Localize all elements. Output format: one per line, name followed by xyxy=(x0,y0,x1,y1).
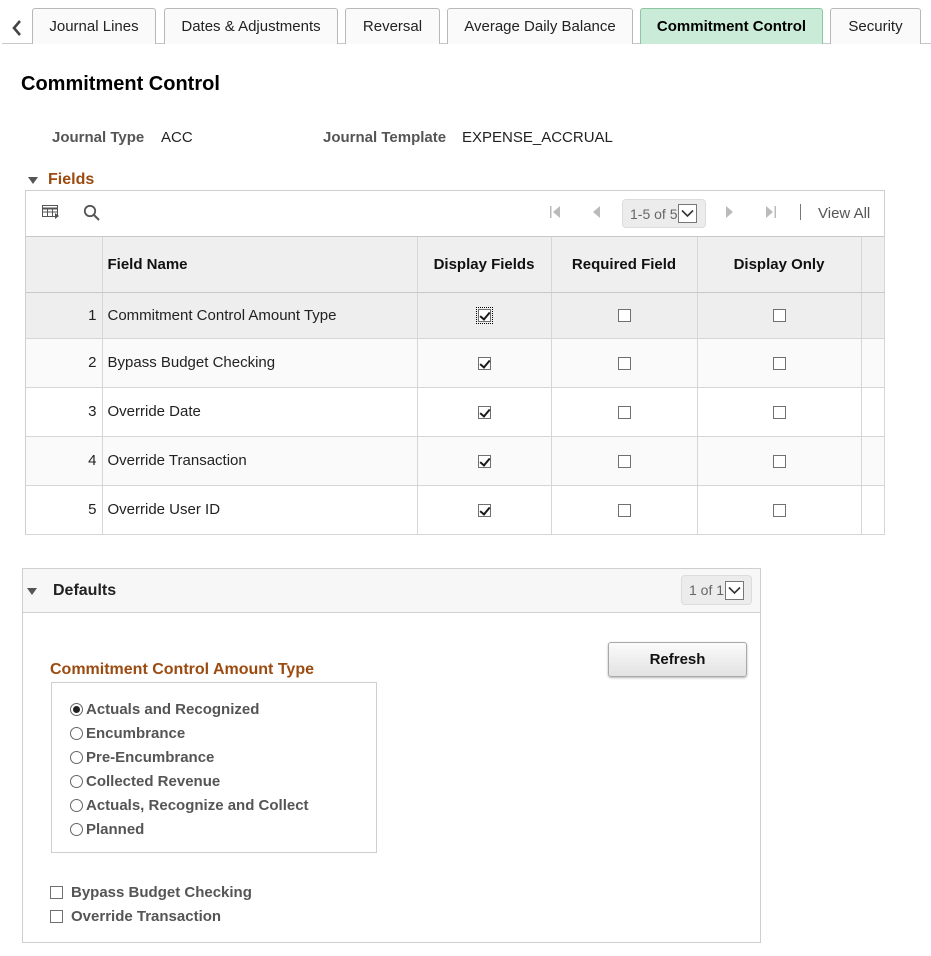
defaults-header xyxy=(23,569,760,613)
view-all-link[interactable]: View All xyxy=(818,205,871,222)
radio-selected-icon xyxy=(70,703,83,716)
row-number: 4 xyxy=(26,436,102,485)
radio-actuals-and-recognized[interactable] xyxy=(70,701,259,718)
tab-security[interactable]: Security xyxy=(830,8,921,44)
checkbox-label: Override Transaction xyxy=(71,908,222,925)
required-field-checkbox[interactable] xyxy=(618,504,631,517)
fields-table xyxy=(26,237,885,535)
table-row xyxy=(26,387,884,436)
col-header-row-number xyxy=(26,237,102,292)
journal-template-label: Journal Template xyxy=(323,129,447,146)
table-row xyxy=(26,436,884,485)
display-only-checkbox[interactable] xyxy=(773,406,786,419)
radio-unselected-icon xyxy=(70,727,83,740)
display-fields-checkbox[interactable] xyxy=(478,455,491,468)
row-number: 5 xyxy=(26,485,102,534)
grid-toolbar xyxy=(26,191,884,237)
tab-average-daily-balance[interactable]: Average Daily Balance xyxy=(447,8,633,44)
defaults-section-toggle[interactable] xyxy=(27,582,116,600)
display-only-checkbox[interactable] xyxy=(773,504,786,517)
grid-personalize-icon[interactable] xyxy=(42,204,60,225)
field-name: Commitment Control Amount Type xyxy=(102,292,417,338)
row-spacer xyxy=(861,338,884,387)
radio-unselected-icon xyxy=(70,751,83,764)
table-row xyxy=(26,485,884,534)
required-field-checkbox[interactable] xyxy=(618,309,631,322)
fields-section-toggle[interactable] xyxy=(28,171,94,189)
radio-unselected-icon xyxy=(70,775,83,788)
override-transaction-option[interactable] xyxy=(50,908,221,925)
row-number: 2 xyxy=(26,338,102,387)
radio-label: Collected Revenue xyxy=(86,773,221,790)
display-only-checkbox[interactable] xyxy=(773,357,786,370)
amount-type-radio-group xyxy=(51,682,377,853)
display-only-checkbox[interactable] xyxy=(773,455,786,468)
required-field-checkbox[interactable] xyxy=(618,406,631,419)
chevron-down-icon xyxy=(678,204,697,223)
field-name: Override User ID xyxy=(102,485,417,534)
page-title: Commitment Control xyxy=(21,73,220,95)
col-header-display-only[interactable]: Display Only xyxy=(697,237,861,292)
display-fields-checkbox[interactable] xyxy=(478,309,491,322)
col-header-required-field[interactable]: Required Field xyxy=(551,237,697,292)
pager-text: 1 of 1 xyxy=(689,582,725,598)
display-fields-checkbox[interactable] xyxy=(478,504,491,517)
field-name: Bypass Budget Checking xyxy=(102,338,417,387)
amount-type-label: Commitment Control Amount Type xyxy=(50,661,314,678)
radio-label: Pre-Encumbrance xyxy=(86,749,215,766)
row-spacer xyxy=(861,485,884,534)
col-header-display-fields[interactable]: Display Fields xyxy=(417,237,551,292)
journal-type-label: Journal Type xyxy=(52,129,145,146)
defaults-section-title: Defaults xyxy=(53,582,117,599)
fields-section-title: Fields xyxy=(48,171,95,188)
defaults-pager-dropdown[interactable] xyxy=(681,575,752,605)
col-header-field-name[interactable]: Field Name xyxy=(102,237,417,292)
display-only-checkbox[interactable] xyxy=(773,309,786,322)
tab-reversal[interactable]: Reversal xyxy=(345,8,440,44)
radio-label: Planned xyxy=(86,821,145,838)
row-number: 1 xyxy=(26,292,102,338)
table-row xyxy=(26,292,884,338)
row-spacer xyxy=(861,436,884,485)
radio-label: Actuals and Recognized xyxy=(86,701,260,718)
radio-planned[interactable] xyxy=(70,821,144,838)
display-fields-checkbox[interactable] xyxy=(478,357,491,370)
radio-unselected-icon xyxy=(70,823,83,836)
required-field-checkbox[interactable] xyxy=(618,455,631,468)
tab-dates-adjustments[interactable]: Dates & Adjustments xyxy=(164,8,338,44)
radio-collected-revenue[interactable] xyxy=(70,773,220,790)
table-header-row xyxy=(26,237,884,292)
collapse-triangle-icon xyxy=(27,588,37,595)
journal-type-value: ACC xyxy=(161,129,193,146)
refresh-button[interactable]: Refresh xyxy=(608,642,747,677)
radio-actuals-recognize-collect[interactable] xyxy=(70,797,309,814)
required-field-checkbox[interactable] xyxy=(618,357,631,370)
search-icon[interactable] xyxy=(83,204,101,227)
radio-label: Actuals, Recognize and Collect xyxy=(86,797,309,814)
journal-template-value: EXPENSE_ACCRUAL xyxy=(462,129,613,146)
fields-grid xyxy=(25,190,885,535)
rows-pager-dropdown[interactable] xyxy=(622,199,706,228)
tab-bar xyxy=(0,0,931,45)
chevron-left-icon[interactable] xyxy=(8,17,26,39)
field-name: Override Date xyxy=(102,387,417,436)
previous-page-icon[interactable] xyxy=(591,205,601,224)
defaults-panel xyxy=(22,568,761,943)
col-header-spacer xyxy=(861,237,884,292)
chevron-down-icon xyxy=(725,581,744,600)
radio-pre-encumbrance[interactable] xyxy=(70,749,214,766)
pager-text: 1-5 of 5 xyxy=(630,205,678,222)
bypass-budget-checking-option[interactable] xyxy=(50,884,252,901)
radio-unselected-icon xyxy=(70,799,83,812)
next-page-icon[interactable] xyxy=(725,205,735,224)
collapse-triangle-icon xyxy=(28,177,38,184)
tab-journal-lines[interactable]: Journal Lines xyxy=(32,8,156,44)
checkbox-label: Bypass Budget Checking xyxy=(71,884,252,901)
field-name: Override Transaction xyxy=(102,436,417,485)
row-spacer xyxy=(861,292,884,338)
bypass-budget-checking-checkbox[interactable] xyxy=(50,886,63,899)
last-page-icon[interactable] xyxy=(765,205,777,224)
tab-commitment-control[interactable]: Commitment Control xyxy=(640,8,823,44)
radio-encumbrance[interactable] xyxy=(70,725,185,742)
override-transaction-checkbox[interactable] xyxy=(50,910,63,923)
row-spacer xyxy=(861,387,884,436)
row-number: 3 xyxy=(26,387,102,436)
table-row xyxy=(26,338,884,387)
toolbar-divider xyxy=(800,204,801,220)
first-page-icon[interactable] xyxy=(549,205,561,224)
radio-label: Encumbrance xyxy=(86,725,186,742)
display-fields-checkbox[interactable] xyxy=(478,406,491,419)
